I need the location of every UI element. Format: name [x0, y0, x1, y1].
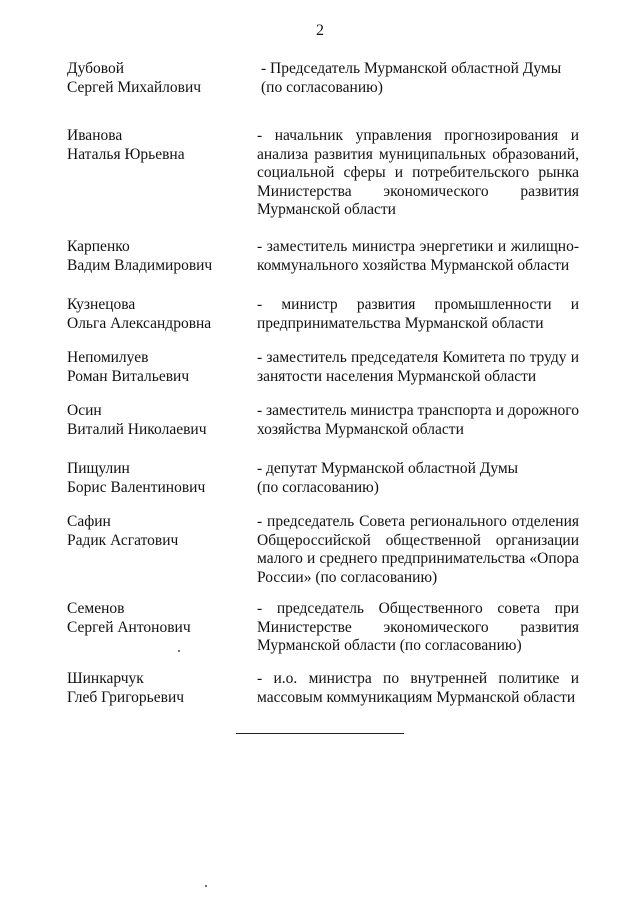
role-line: - председатель Совета регионального отделения — [257, 513, 579, 530]
role-line: занятости населения Мурманской области — [257, 367, 537, 385]
member-role — [257, 127, 579, 220]
role-line: - и.о. министра по внутренней политике и — [257, 670, 579, 687]
member-surname: Иванова — [67, 127, 123, 144]
role-line: Общероссийской общественной организации — [257, 531, 579, 549]
member-name — [67, 60, 257, 97]
member-name — [67, 349, 257, 386]
role-line: - заместитель министра энергетики и жилищно- — [257, 238, 579, 255]
member-role — [257, 60, 583, 97]
member-entry — [67, 600, 587, 656]
member-role — [257, 513, 579, 587]
role-line: - председатель Общественного совета при — [257, 600, 579, 617]
member-entry — [67, 127, 587, 220]
member-surname: Осин — [67, 402, 102, 419]
member-given-name: Ольга Александровна — [67, 314, 212, 332]
role-line: - Председатель Мурманской областной Думы — [261, 60, 562, 77]
member-given-name: Радик Асгатович — [67, 531, 179, 549]
member-surname: Семенов — [67, 600, 125, 617]
member-role — [257, 238, 579, 275]
member-name — [67, 670, 257, 707]
member-given-name: Вадим Владимирович — [67, 256, 213, 274]
role-line: - депутат Мурманской областной Думы — [257, 460, 519, 477]
closing-rule — [236, 733, 404, 734]
role-line: - заместитель председателя Комитета по труду и — [257, 349, 579, 366]
role-line: хозяйства Мурманской области — [257, 420, 464, 438]
member-entry — [67, 238, 587, 275]
role-line: (по согласованию) — [257, 478, 379, 496]
role-line: социальной сферы и потребительского рынка — [257, 164, 579, 181]
role-line: Мурманской области — [257, 201, 396, 218]
member-given-name: Борис Валентинович — [67, 478, 206, 496]
member-role — [257, 460, 579, 497]
member-name — [67, 296, 257, 333]
member-role — [257, 296, 579, 333]
member-role — [257, 600, 579, 656]
member-name — [67, 127, 257, 220]
role-line: (по согласованию) — [261, 78, 383, 96]
member-given-name: Наталья Юрьевна — [67, 145, 185, 163]
role-line: малого и среднего предпринимательства «Опора — [257, 550, 579, 567]
member-entry — [67, 670, 587, 707]
member-name — [67, 238, 257, 275]
member-surname: Карпенко — [67, 238, 130, 255]
member-name — [67, 600, 257, 656]
role-line: - начальник управления прогнозирования и — [257, 127, 579, 144]
role-line: анализа развития муниципальных образований, — [257, 145, 579, 163]
member-entry — [67, 513, 587, 587]
role-line: массовым коммуникациям Мурманской области — [257, 688, 576, 706]
role-line: коммунального хозяйства Мурманской области — [257, 256, 570, 274]
member-given-name: Сергей Антонович — [67, 618, 191, 636]
member-given-name: Глеб Григорьевич — [67, 688, 185, 706]
member-entry — [67, 296, 587, 333]
member-given-name: Сергей Михайлович — [67, 78, 202, 96]
member-given-name: Роман Витальевич — [67, 367, 190, 385]
member-surname: Сафин — [67, 513, 111, 530]
member-surname: Непомилуев — [67, 349, 149, 366]
member-role — [257, 670, 579, 707]
member-surname: Пищулин — [67, 460, 130, 477]
member-role — [257, 349, 579, 386]
scan-speck — [178, 650, 180, 652]
member-surname: Кузнецова — [67, 296, 136, 313]
page-number: 2 — [316, 22, 324, 39]
role-line: Министерства экономического развития — [257, 182, 579, 200]
member-entry — [67, 60, 587, 97]
role-line: России» (по согласованию) — [257, 568, 438, 586]
member-entry — [67, 349, 587, 386]
member-name — [67, 513, 257, 587]
member-surname: Дубовой — [67, 60, 125, 77]
scan-speck — [205, 885, 207, 887]
member-entry — [67, 460, 587, 497]
member-given-name: Виталий Николаевич — [67, 420, 207, 438]
member-role — [257, 402, 579, 439]
role-line: предпринимательства Мурманской области — [257, 314, 544, 332]
member-entry — [67, 402, 587, 439]
role-line: - заместитель министра транспорта и дорожного — [257, 402, 579, 419]
role-line: Министерстве экономического развития — [257, 618, 579, 636]
member-name — [67, 460, 257, 497]
member-surname: Шинкарчук — [67, 670, 144, 687]
member-name — [67, 402, 257, 439]
role-line: Мурманской области (по согласованию) — [257, 637, 522, 654]
role-line: - министр развития промышленности и — [257, 296, 579, 313]
